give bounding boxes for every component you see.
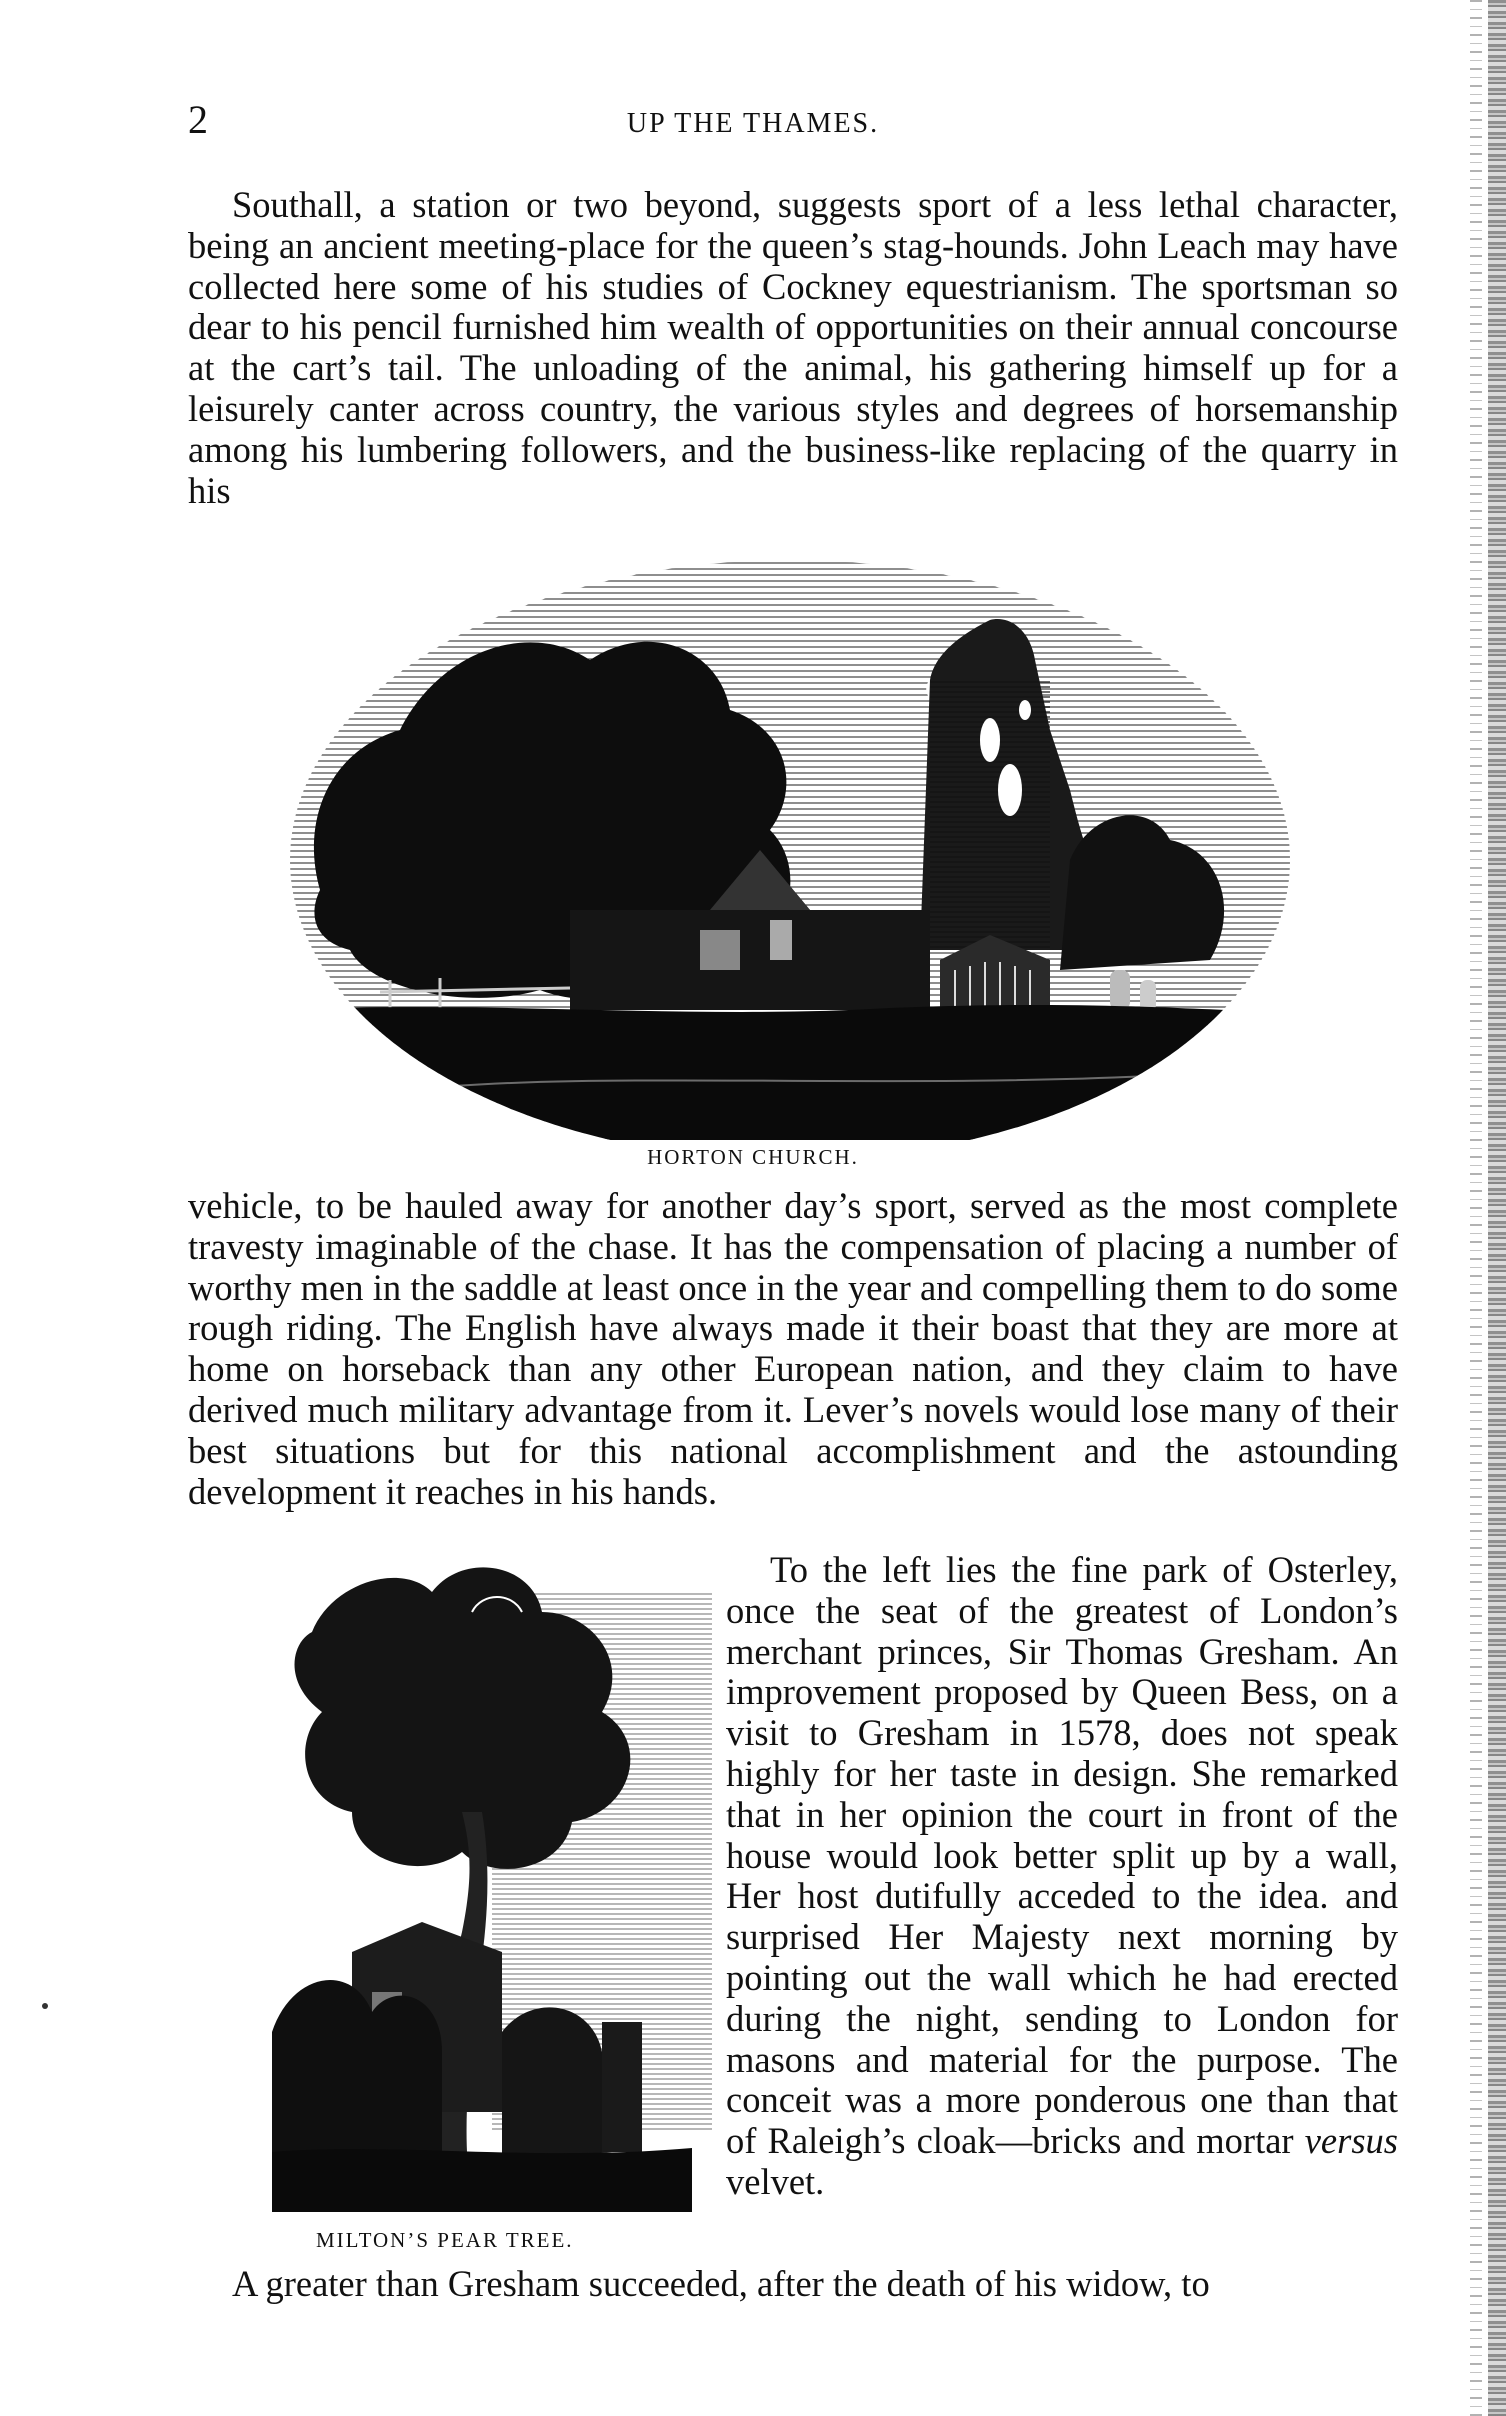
miltons-pear-tree-caption: MILTON’S PEAR TREE.: [316, 2228, 574, 2252]
running-title: UP THE THAMES.: [626, 108, 880, 139]
scan-edge-inner: [1470, 0, 1482, 2416]
paragraph-southall: Southall, a station or two beyond, suggests sport of a less lethal character, being an ancient meeting-place for the queen’s stag-hounds. John Leach may have collected here some of his studies of Cockney equestrianism. The sportsman so dear to his pencil furnished him wealth of opportunities on their annual concourse at the cart’s tail. The unloading of the animal, his gathering himself up for a leisurely canter across country, the various styles and degrees of horsemanship among his lumbering followers, and the business-like replacing of the quarry in his: [188, 184, 1398, 511]
paragraph-travesty: vehicle, to be hauled away for another day’s sport, served as the most complete travesty imaginable of the chase. It has the compensation of placing a number of worthy men in the saddle at least once in the year and compelling them to do some rough riding. The English have always made it their boast that they are more at home on horseback than any other European nation, and they claim to have derived much military advantage from it. Lever’s novels would lose many of their best situations but for this national accomplishment and the astounding development it reaches in his hands.: [188, 1185, 1398, 1512]
scan-edge: [1488, 0, 1506, 2416]
miltons-pear-tree-illustration: [272, 1552, 712, 2212]
horton-church-illustration: [290, 530, 1290, 1140]
paragraph-osterley: [726, 1550, 1398, 2203]
osterley-text: To the left lies the fine park of Osterley, once the seat of the greatest of London’s merchant princes, Sir Thomas Gresham. An improvement proposed by Queen Bess, on a visit to Gresham in 1578, does not speak highly for her taste in design. She remarked that in her opinion the court in front of the house would look better split up by a wall, Her host dutifully acceded to the idea. and surprised Her Majesty next morning by pointing out the wall which he had erected during the night, sending to London for masons and material for the purpose. The conceit was a more ponderous one than that of Raleigh’s cloak—bricks and mortar: [726, 1549, 1398, 2162]
osterley-text-end: velvet.: [726, 2160, 825, 2202]
osterley-italic: versus: [1304, 2120, 1398, 2162]
page-number: 2: [188, 97, 208, 142]
print-speck: [42, 2003, 48, 2009]
paragraph-greater-than-gresham: A greater than Gresham succeeded, after the death of his widow, to: [232, 2263, 1210, 2304]
horton-church-caption: HORTON CHURCH.: [647, 1145, 859, 1169]
